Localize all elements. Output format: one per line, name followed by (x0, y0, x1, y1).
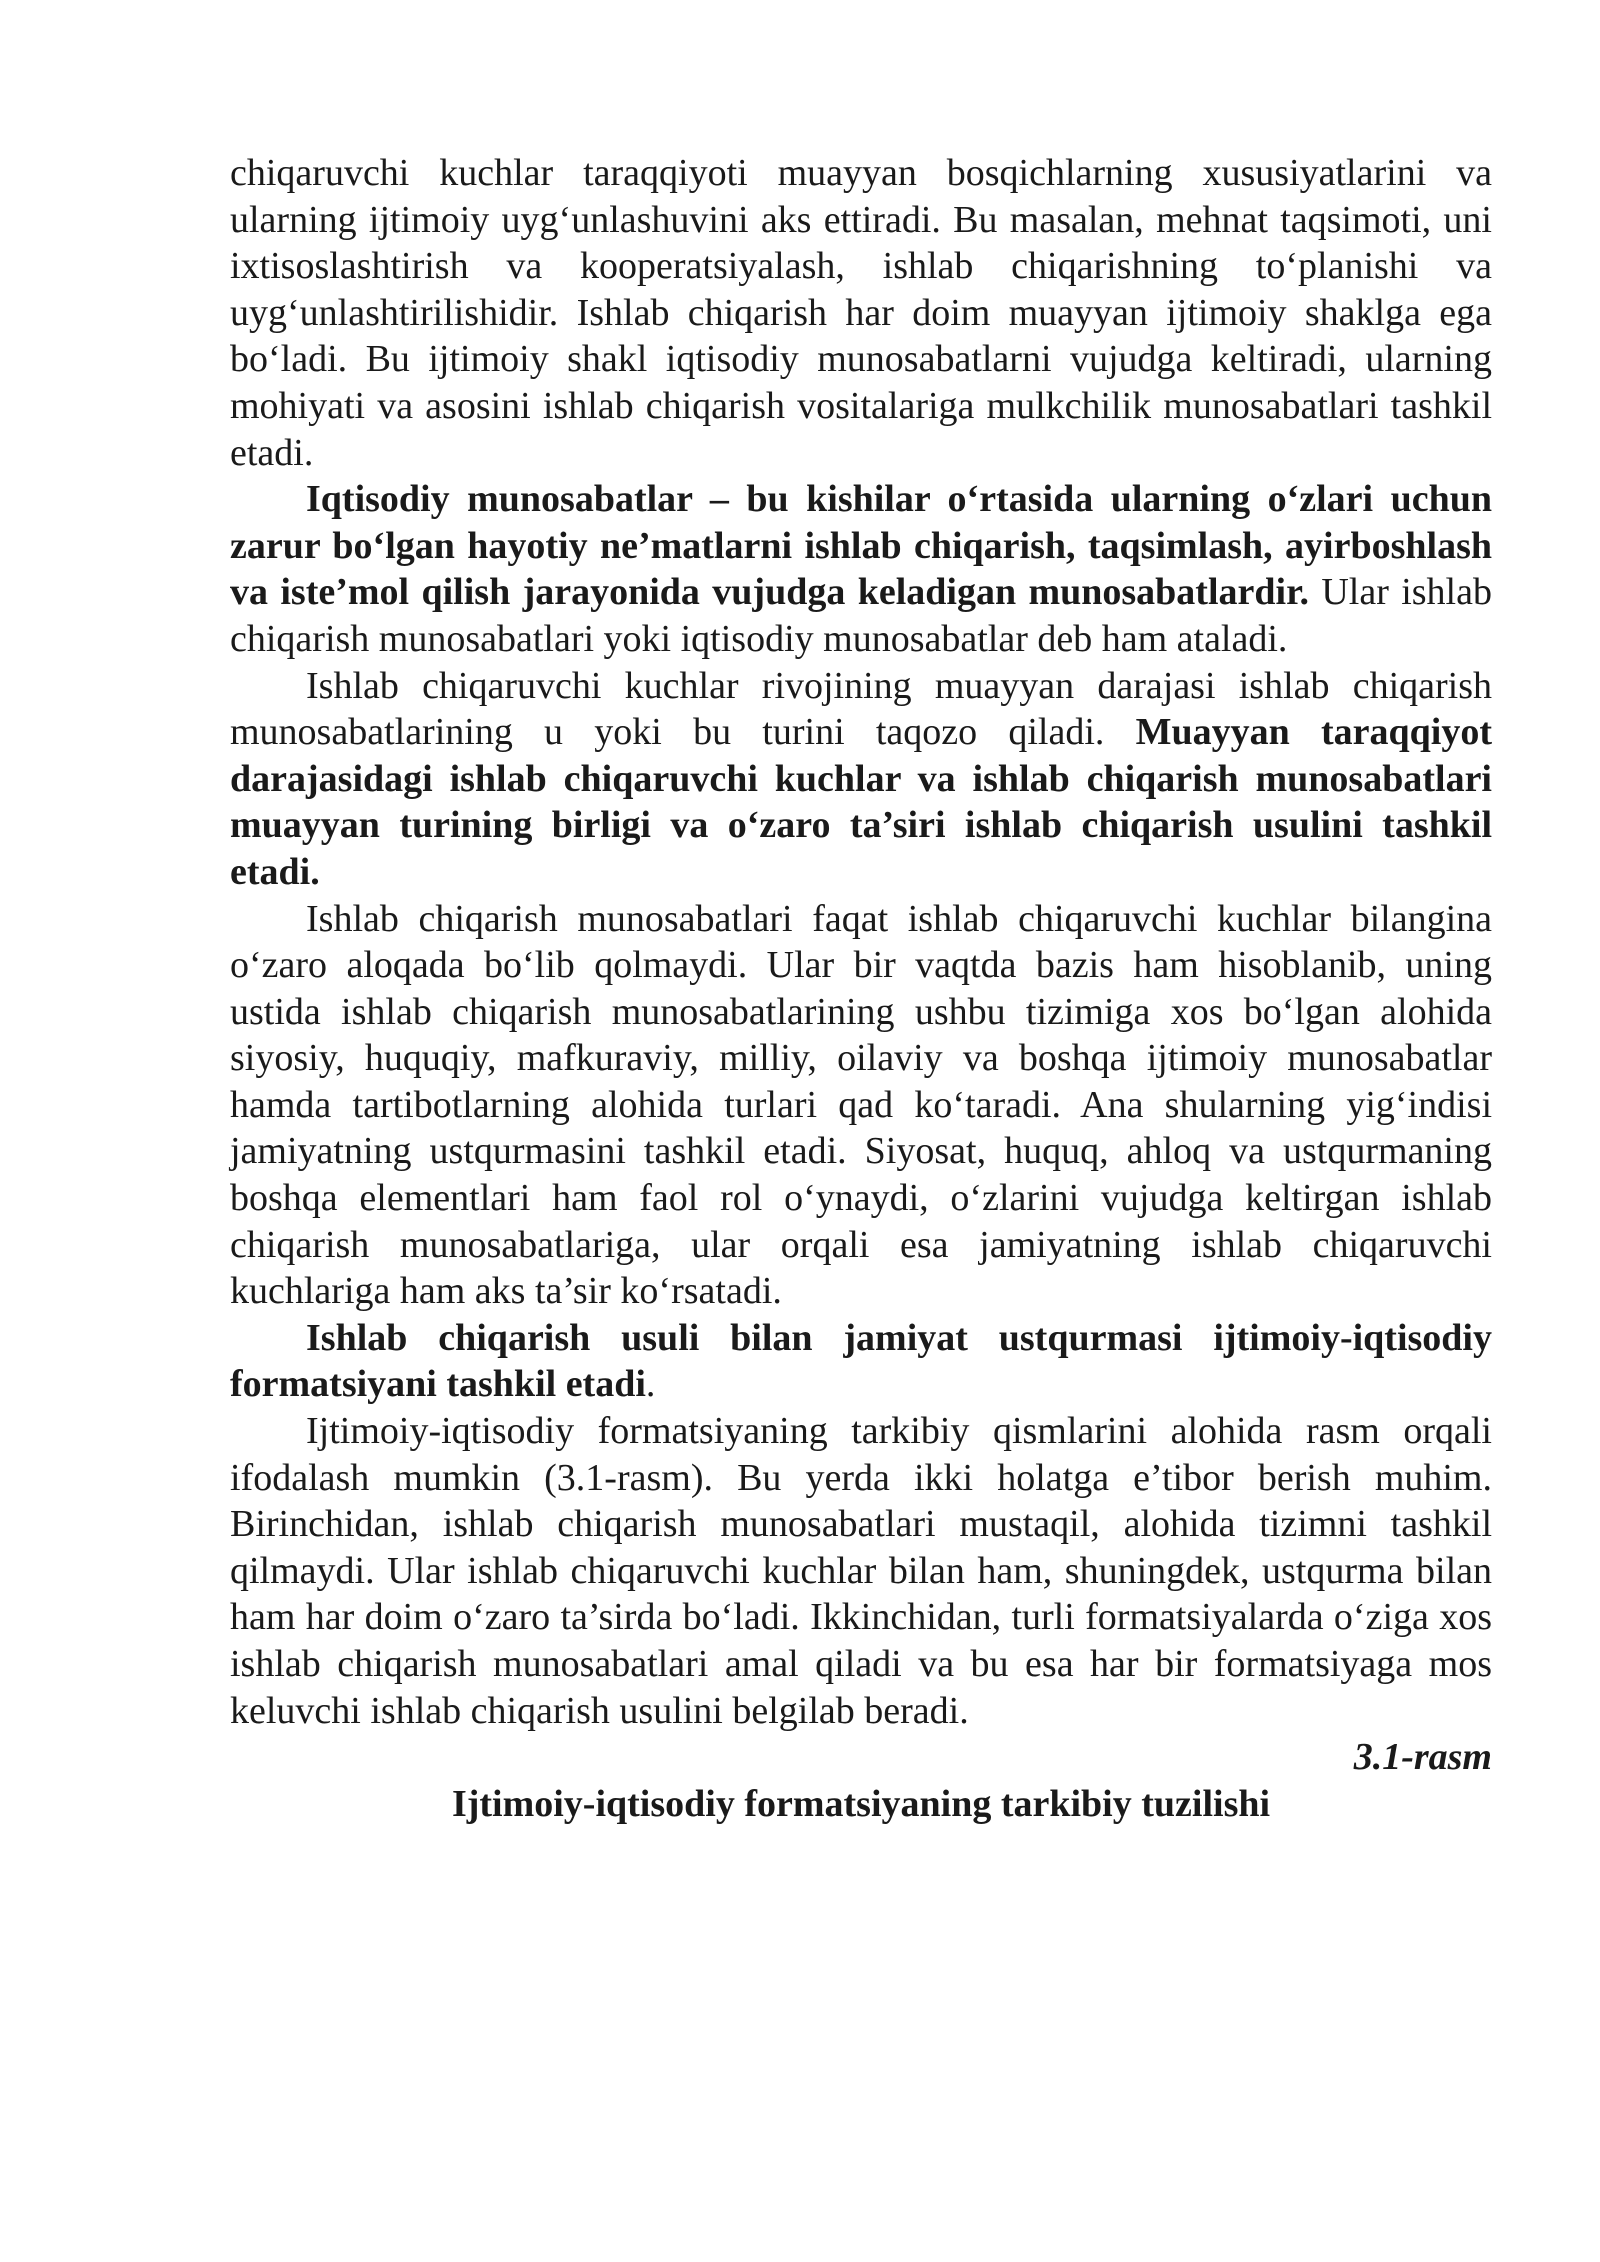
document-page (230, 150, 1492, 1827)
paragraph-4 (230, 896, 1492, 1315)
paragraph-2-text: Ular ishlab chiqarish munosabatlari yoki iqtisodiy munosabatlar deb ham ataladi. (230, 571, 1492, 660)
paragraph-5-text: . (645, 1363, 656, 1406)
paragraph-5 (230, 1315, 1492, 1408)
paragraph-4-text: Ishlab chiqarish munosabatlari faqat ishlab chiqaruvchi kuchlar bilangina o‘zaro aloqada bo‘lib qolmaydi. Ular bir vaqtda bazis ham hisoblanib, uning ustida ishlab chiqarish munosabatlarining ushbu tizimiga xos bo‘lgan alohida siyosiy, huquqiy, mafkuraviy, milliy, oilaviy va boshqa ijtimoiy munosabatlar hamda tartibotlarning alohida turlari qad ko‘taradi. Ana shularning yig‘indisi jamiyatning ustqurmasini tashkil etadi. Siyosat, huquq, ahloq va ustqurmaning boshqa elementlari ham faol rol o‘ynaydi, o‘zlarini vujudga keltirgan ishlab chiqarish munosabatlariga, ular orqali esa jamiyatning ishlab chiqaruvchi kuchlariga ham aks ta’sir ko‘rsatadi. (230, 897, 1492, 1313)
figure-number: 3.1-rasm (1353, 1736, 1492, 1779)
paragraph-6-text: Ijtimoiy-iqtisodiy formatsiyaning tarkibiy qismlarini alohida rasm orqali ifodalash mumkin (3.1-rasm). Bu yerda ikki holatga e’tibor berish muhim. Birinchidan, ishlab chiqarish munosabatlari mustaqil, alohida tizimni tashkil qilmaydi. Ular ishlab chiqaruvchi kuchlar bilan ham, shuningdek, ustqurma bilan ham har doim o‘zaro ta’sirda bo‘ladi. Ikkinchidan, turli formatsiyalarda o‘ziga xos ishlab chiqarish munosabatlari amal qiladi va bu esa har bir formatsiyaga mos keluvchi ishlab chiqarish usulini belgilab beradi. (230, 1410, 1492, 1732)
paragraph-1 (230, 150, 1492, 476)
definition-ishlab-chiqarish-usuli: Muayyan taraqqiyot darajasidagi ishlab chiqaruvchi kuchlar va ishlab chiqarish munosabatlari muayyan turining birligi va o‘zaro ta’siri ishlab chiqarish usulini tashkil etadi. (230, 711, 1493, 893)
paragraph-1-text: chiqaruvchi kuchlar taraqqiyoti muayyan bosqichlarning xususiyatlarini va ularning ijtimoiy uyg‘unlashuvini aks ettiradi. Bu masalan, mehnat taqsimoti, uni ixtisoslashtirish va kooperatsiyalash, ishlab chiqarishning to‘planishi va uyg‘unlashtirilishidir. Ishlab chiqarish har doim muayyan ijtimoiy shaklga ega bo‘ladi. Bu ijtimoiy shakl iqtisodiy munosabatlarni vujudga keltiradi, ularning mohiyati va asosini ishlab chiqarish vositalariga mulkchilik munosabatlari tashkil etadi. (230, 152, 1492, 474)
paragraph-6 (230, 1408, 1492, 1734)
paragraph-2 (230, 476, 1492, 662)
paragraph-3-text: Ishlab chiqaruvchi kuchlar rivojining muayyan darajasi ishlab chiqarish munosabatlarining u yoki bu turini taqozo qiladi. (230, 664, 1492, 754)
paragraph-3 (230, 663, 1492, 896)
definition-iqtisodiy-munosabatlar: Iqtisodiy munosabatlar – bu kishilar o‘rtasida ularning o‘zlari uchun zarur bo‘lgan hayotiy ne’matlarni ishlab chiqarish, taqsimlash, ayirboshlash va iste’mol qilish jarayonida vujudga keladigan munosabatlardir. (230, 478, 1492, 614)
definition-formatsiya: Ishlab chiqarish usuli bilan jamiyat ustqurmasi ijtimoiy-iqtisodiy formatsiyani tashkil etadi (230, 1316, 1492, 1406)
figure-title: Ijtimoiy-iqtisodiy formatsiyaning tarkibiy tuzilishi (451, 1782, 1271, 1825)
